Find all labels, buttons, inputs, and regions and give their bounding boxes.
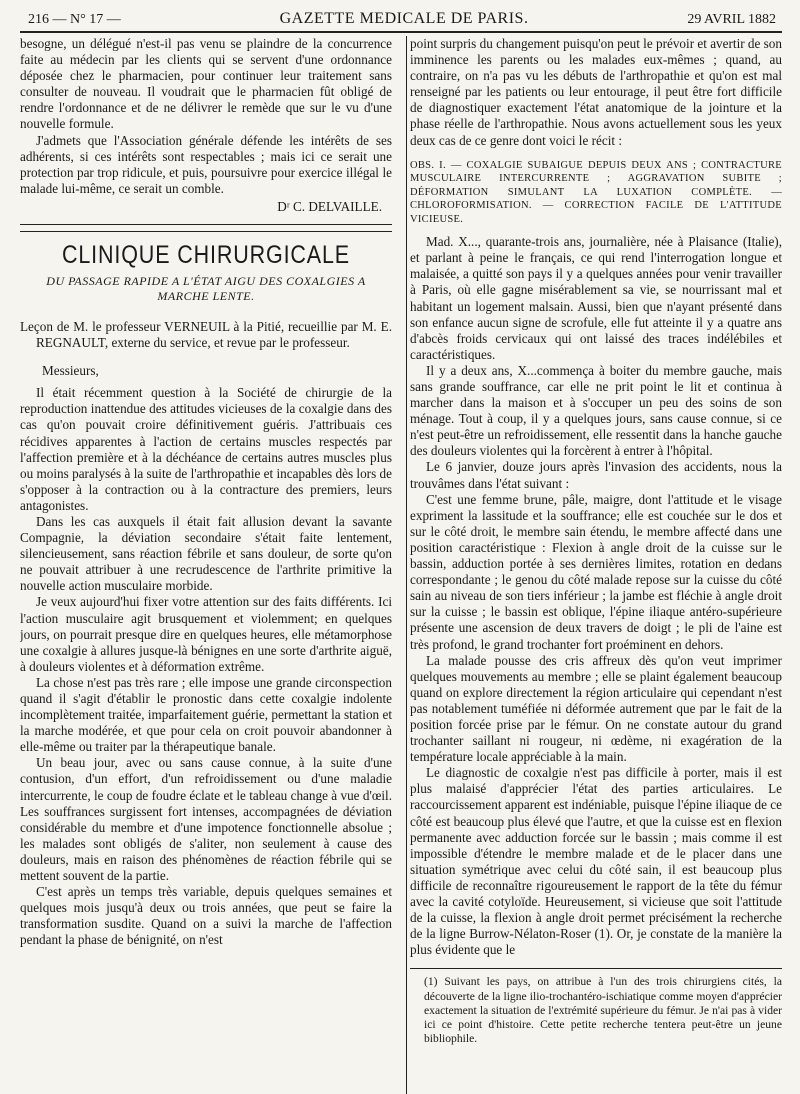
paragraph: Un beau jour, avec ou sans cause connue, à la suite d'une contusion, d'un effort, d'un refroidissement ou d'une maladie intercurrente, le coup de foudre éclate et le tableau change à vue d'œil. Les souffrances surgissent fort intenses, accompagnées de déviation considérable du membre et d'une impotence fonctionnelle absolue ; les malades sont obligés de s'aliter, non seulement à cause des douleurs, mais en raison des phénomènes de réaction fébrile qui se mettent souvent de la partie. [20,755,392,884]
section-title: CLINIQUE CHIRURGICALE [61,240,351,269]
paragraph: La chose n'est pas très rare ; elle impose une grande circonspection quand il s'agit d'établir le pronostic dans cette coxalgie indolente incomplètement traitée, imparfaitement guérie, permettant la station et la marche modérée, et que pour cela on croit pouvoir abandonner à elle-même ou traiter par la thérapeutique banale. [20,674,392,755]
paragraph: Le 6 janvier, douze jours après l'invasion des accidents, nous la trouvâmes dans l'état suivant : [410,459,782,491]
issue-date: 29 AVRIL 1882 [687,12,776,27]
lecture-intro: Leçon de M. le professeur VERNEUIL à la Pitié, recueillie par M. E. REGNAULT, externe du service, et revue par le professeur. [20,318,392,351]
right-column [401,36,782,1094]
salutation: Messieurs, [42,363,99,379]
paragraph: Il y a deux ans, X...commença à boiter du membre gauche, mais sans grande souffrance, car elle ne prit point le lit et continua à marcher dans la maison et à s'occuper un peu des soins de son ménage. Tout à coup, il y a quelques jours, sans cause connue, si ce n'est peut-être un refroidissement, elle ressentit dans la hanche gauche des douleurs violentes qui la forcèrent à entrer à l'hôpital. [410,362,782,459]
columns [20,36,782,1094]
footnote-divider [410,968,782,969]
paragraph: Mad. X..., quarante-trois ans, journalière, née à Plaisance (Italie), et parlant à peine le français, ce qui rend l'interrogation longue et malaisée, a quitté son pays il y a quelques années pour venir travailler à Paris, où elle gagne misérablement sa vie, se nourrissant mal et habitant un logement malsain. Aussi, bien que n'ayant présenté dans son enfance aucun signe de scrofule, elle fut atteinte il y a quatre ans d'abcès froids cervicaux qui ont laissé des traces indélébiles et caractéristiques. [410,234,782,362]
paragraph: Le diagnostic de coxalgie n'est pas difficile à porter, mais il est plus malaisé d'apprécier l'état des parties articulaires. Le raccourcissement apparent est indéniable, puisque l'épine iliaque de ce côté est beaucoup plus élevé que l'autre, et que la cuisse est en flexion permanente avec adduction forcée sur le bassin ; mais comme il est impossible d'étendre le membre malade et de le placer dans une situation symétrique avec celui du côté sain, il est beaucoup plus difficile de reconnaître rigoureusement le rapport de la tête du fémur avec la cavité cotyloïde. Heureusement, si vicieuse que soit l'attitude de la cuisse, la flexion à angle droit permet précisément la recherche de la ligne Burrow-Nélaton-Roser (1). Or, je constate de la manière la plus évidente que le [410,765,782,958]
page-header [20,10,782,33]
article-subtitle: DU PASSAGE RAPIDE A L'ÉTAT AIGU DES COXALGIES A MARCHE LENTE. [46,273,366,303]
paragraph: Dans les cas auxquels il était fait allusion devant la savante Compagnie, la déviation secondaire s'était faite lentement, silencieusement, sans réaction fébrile et sans douleur, de sorte qu'on ne pouvait attribuer à une recrudescence de l'arthrite primitive la nouvelle action musculaire morbide. [20,513,392,594]
observation-heading: OBS. I. — COXALGIE SUBAIGUE DEPUIS DEUX ANS ; CONTRACTURE MUSCULAIRE INTERCURRENTE ; AGGRAVATION SUBITE ; DÉFORMATION SIMULANT LA LUXATION COMPLÈTE. — CHLOROFORMISATION. — CORRECTION FACILE DE L'ATTITUDE VICIEUSE. [410,159,782,225]
column-divider [406,36,407,1094]
journal-title: GAZETTE MEDICALE DE PARIS. [279,10,529,27]
paragraph: J'admets que l'Association générale défende les intérêts de ses adhérents, si ces intérêts sont respectables ; mais ici ce serait une protection par trop ridicule, et puis, poursuivre pour exercice illégal le malade lui-même, ce serait un comble. [20,132,392,196]
footnote: (1) Suivant les pays, on attribue à l'un des trois chirurgiens cités, la découverte de la ligne ilio-trochantéro-ischiatique comme moyen d'apprécier exactement la situation de l'extrémité supérieure du fémur. Je n'ai pas à vider ici ce point d'histoire. Cette petite recherche tentera peut-être un jeune bibliophile. [424,975,782,1046]
divider [20,224,392,225]
paragraph: C'est une femme brune, pâle, maigre, dont l'attitude et le visage expriment la lassitude et la souffrance; elle est couchée sur le dos et sur le côté droit, le membre sain étendu, le membre affecté dans une position caractéristique : Flexion à angle droit de la cuisse sur le bassin, adduction portée à ses dernières limites, rotation en dedans correspondante ; le genou du côté malade repose sur la cuisse du côté sain au niveau de son tiers inférieur ; la jambe est fléchie à angle droit sur la cuisse ; le bassin est oblique, l'épine iliaque antéro-supérieure présente une ascension de deux travers de doigt ; le pli de l'aine est très profond, le grand trochanter fort proéminent en dehors. [410,491,782,652]
page-number: 216 — N° 17 — [28,12,121,27]
paragraph: Il était récemment question à la Société de chirurgie de la reproduction inattendue des attitudes vicieuses de la coxalgie dans des cas qu'on pouvait croire définitivement guéris. J'attribuais ces récidives apparentes à l'action de certains muscles respectés par l'affection première et à la déchéance de certains autres muscles plus ou moins paralysés à la suite de l'arthropathie et incapables dès lors de s'opposer à la contraction ou à la contracture des premiers, leurs antagonistes. [20,385,392,513]
author-signature: Dʳ C. DELVAILLE. [277,198,382,214]
paragraph: point surpris du changement puisqu'on peut le prévoir et avertir de son imminence les parents ou les malades eux-mêmes ; quand, au contraire, on n'a pas vu les débuts de l'arthropathie et qu'on est mal renseigné par les patients ou leur entourage, il peut être fort difficile de diagnostiquer exactement l'état anatomique de la jointure et la phase réelle de l'arthropathie. Nous avons actuellement sous les yeux deux cas de ce genre dont voici le récit : [410,36,782,148]
divider [20,231,392,232]
paragraph: La malade pousse des cris affreux dès qu'on veut imprimer quelques mouvements au membre ; elle se plaint également beaucoup quand on explore directement la région articulaire qui cependant n'est pas notablement tuméfiée ni déformée autrement que par le fait de la position forcée prise par le fémur. On ne constate autour du grand trochanter saillant ni rougeur, ni œdème, ni exagération de la température locale appréciable à la main. [410,652,782,765]
left-column [20,36,401,1094]
paragraph: C'est après un temps très variable, depuis quelques semaines et quelques mois jusqu'à deux ou trois années, que peut se faire la transformation susdite. Quand on a suivi la marche de l'affection pendant la phase de bénignité, on n'est [20,884,392,948]
paragraph: besogne, un délégué n'est-il pas venu se plaindre de la concurrence faite au médecin par les clients qui se servent d'une ordonnance déposée chez le pharmacien, pour continuer leur traitement sans consulter de nouveau. Il voudrait que le pharmacien fût obligé de rendre l'ordonnance et de ne délivrer le remède que sur le vu d'une nouvelle formule. [20,36,392,132]
paragraph: Je veux aujourd'hui fixer votre attention sur des faits différents. Ici l'action musculaire agit brusquement et violemment; en quelques jours, on pourrait presque dire en quelques heures, elle métamorphose une coxalgie à allures jusque-là bénignes en une sorte d'arthrite aiguë, à douleurs violentes et à déformation extrême. [20,594,392,674]
